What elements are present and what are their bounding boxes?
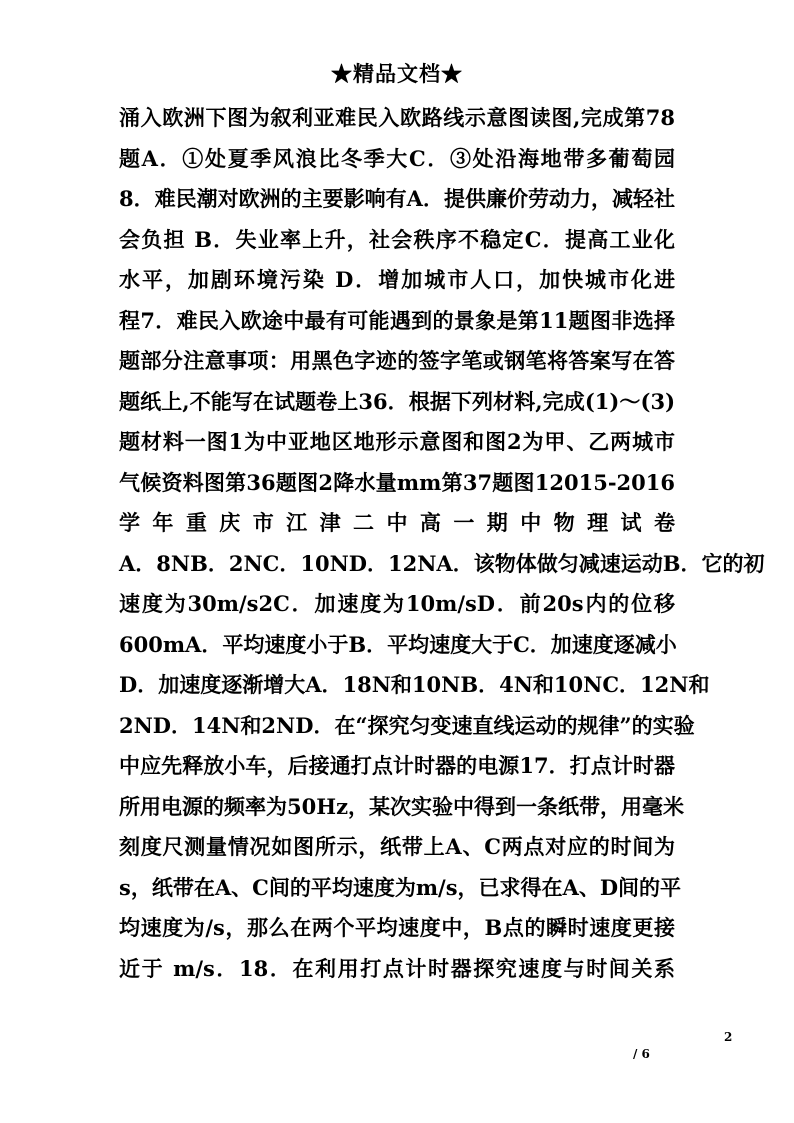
text-line: 气候资料图第36题图2降水量mm第37题图12015-2016: [119, 469, 675, 495]
text-line: 题纸上,不能写在试题卷上36．根据下列材料,完成(1)～(3): [119, 388, 675, 414]
text-line: 学 年 重 庆 市 江 津 二 中 高 一 期 中 物 理 试 卷: [119, 510, 675, 535]
text-line: 均速度为/s，那么在两个平均速度中，B点的瞬时速度更接: [119, 915, 675, 940]
text-line: 近于 m/s．18．在利用打点计时器探究速度与时间关系: [119, 955, 675, 981]
text-line: 会负担 B．失业率上升，社会秩序不稳定C．提高工业化: [119, 226, 675, 252]
page-number: 2: [724, 1030, 733, 1044]
text-line: 题部分注意事项：用黑色字迹的签字笔或钢笔将答案写在答: [119, 348, 675, 373]
text-line: A．8NB．2NC．10ND．12NA．该物体做匀减速运动B．它的初: [119, 550, 765, 576]
text-line: 题A．①处夏季风浪比冬季大C．③处沿海地带多葡萄园: [119, 145, 675, 171]
text-line: 速度为30m/s2C．加速度为10m/sD．前20s内的位移: [119, 591, 675, 616]
text-line: 刻度尺测量情况如图所示，纸带上A、C两点对应的时间为: [119, 834, 675, 859]
text-line: 所用电源的频率为50Hz，某次实验中得到一条纸带，用毫米: [119, 793, 684, 819]
text-line: 中应先释放小车，后接通打点计时器的电源17．打点计时器: [119, 753, 675, 778]
document-body: [119, 98, 765, 989]
text-line: 程7．难民入欧途中最有可能遇到的景象是第11题图非选择: [119, 307, 675, 333]
text-line: 8．难民潮对欧洲的主要影响有A．提供廉价劳动力，减轻社: [119, 186, 675, 211]
text-line: 水平，加剧环境污染 D．增加城市人口，加快城市化进: [119, 267, 675, 292]
text-line: D．加速度逐渐增大A．18N和10NB．4N和10NC．12N和: [119, 672, 710, 697]
text-line: 题材料一图1为中亚地区地形示意图和图2为甲、乙两城市: [119, 429, 675, 454]
text-line: s，纸带在A、C间的平均速度为m/s，已求得在A、D间的平: [119, 874, 682, 900]
page-header-title: ★精品文档★: [331, 61, 463, 86]
page-total: / 6: [633, 1047, 650, 1061]
text-line: 2ND．14N和2ND．在“探究匀变速直线运动的规律”的实验: [119, 712, 695, 738]
text-line: 涌入欧洲下图为叙利亚难民入欧路线示意图读图,完成第78: [119, 105, 675, 130]
text-line: 600mA．平均速度小于B．平均速度大于C．加速度逐减小: [119, 631, 677, 657]
